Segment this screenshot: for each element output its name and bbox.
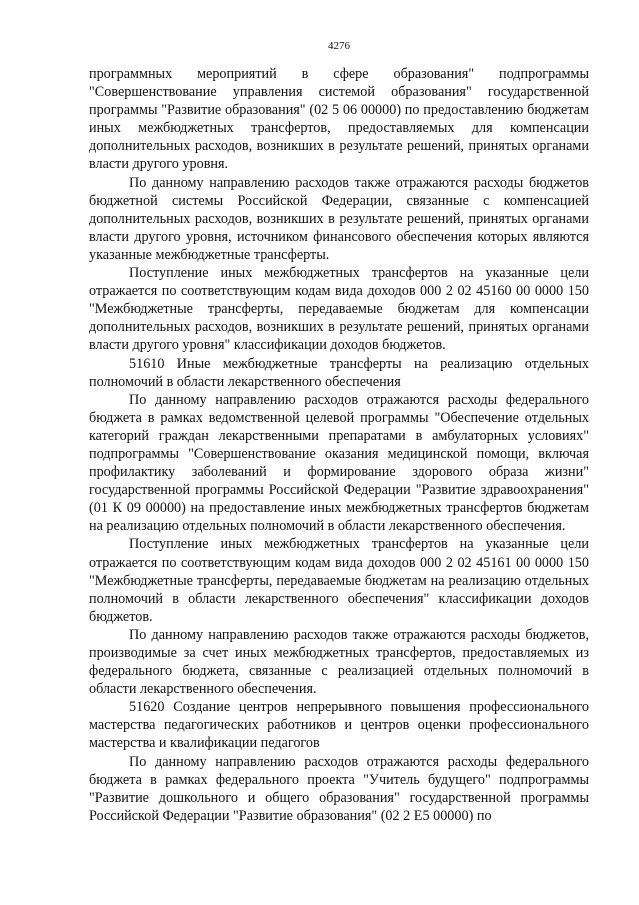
paragraph-8-heading: 51620 Создание центров непрерывного повышения профессионального мастерства педагогических работников и центров оценки профессионального мастерства и квалификации педагогов (89, 699, 589, 752)
paragraph-1: программных мероприятий в сфере образования" подпрограммы "Совершенствование управления системой образования" государственной программы "Развитие образования" (02 5 06 00000) по предоставлению бюджетам иных межбюджетных трансфертов, предоставляемых для компенсации дополнительных расходов, возникших в результате решений, принятых органами власти другого уровня. (89, 66, 589, 173)
paragraph-3: Поступление иных межбюджетных трансфертов на указанные цели отражается по соответствующим кодам вида доходов 000 2 02 45160 00 0000 150 "Межбюджетные трансферты, передаваемые бюджетам для компенсации дополнительных расходов, возникших в результате решений, принятых органами власти другого уровня" классификации доходов бюджетов. (89, 265, 589, 354)
document-body (89, 65, 589, 825)
paragraph-7: По данному направлению расходов также отражаются расходы бюджетов, производимые за счет иных межбюджетных трансфертов, предоставляемых из федерального бюджета, связанные с реализацией отдельных полномочий в области лекарственного обеспечения. (89, 626, 589, 698)
paragraph-5: По данному направлению расходов отражаются расходы федерального бюджета в рамках ведомственной целевой программы "Обеспечение отдельных категорий граждан лекарственными препаратами в амбулаторных условиях" подпрограммы "Совершенствование оказания медицинской помощи, включая профилактику заболеваний и формирование здорового образа жизни" государственной программы Российской Федерации "Развитие здравоохранения" (01 К 09 00000) на предоставление иных межбюджетных трансфертов бюджетам на реализацию отдельных полномочий в области лекарственного обеспечения. (89, 391, 589, 535)
paragraph-2: По данному направлению расходов также отражаются расходы бюджетов бюджетной системы Российской Федерации, связанные с компенсацией дополнительных расходов, возникших в результате решений, принятых органами власти другого уровня, источником финансового обеспечения которых являются указанные межбюджетные трансферты. (89, 174, 589, 263)
page-number: 4276 (328, 40, 350, 52)
paragraph-6: Поступление иных межбюджетных трансфертов на указанные цели отражается по соответствующим кодам вида доходов 000 2 02 45161 00 0000 150 "Межбюджетные трансферты, передаваемые бюджетам на реализацию отдельных полномочий в области лекарственного обеспечения" классификации доходов бюджетов. (89, 536, 589, 625)
paragraph-4-heading: 51610 Иные межбюджетные трансферты на реализацию отдельных полномочий в области лекарственного обеспечения (89, 355, 589, 390)
paragraph-9: По данному направлению расходов отражаются расходы федерального бюджета в рамках федерального проекта "Учитель будущего" подпрограммы "Развитие дошкольного и общего образования" государственной программы Российской Федерации "Развитие образования" (02 2 Е5 00000) по (89, 753, 589, 824)
